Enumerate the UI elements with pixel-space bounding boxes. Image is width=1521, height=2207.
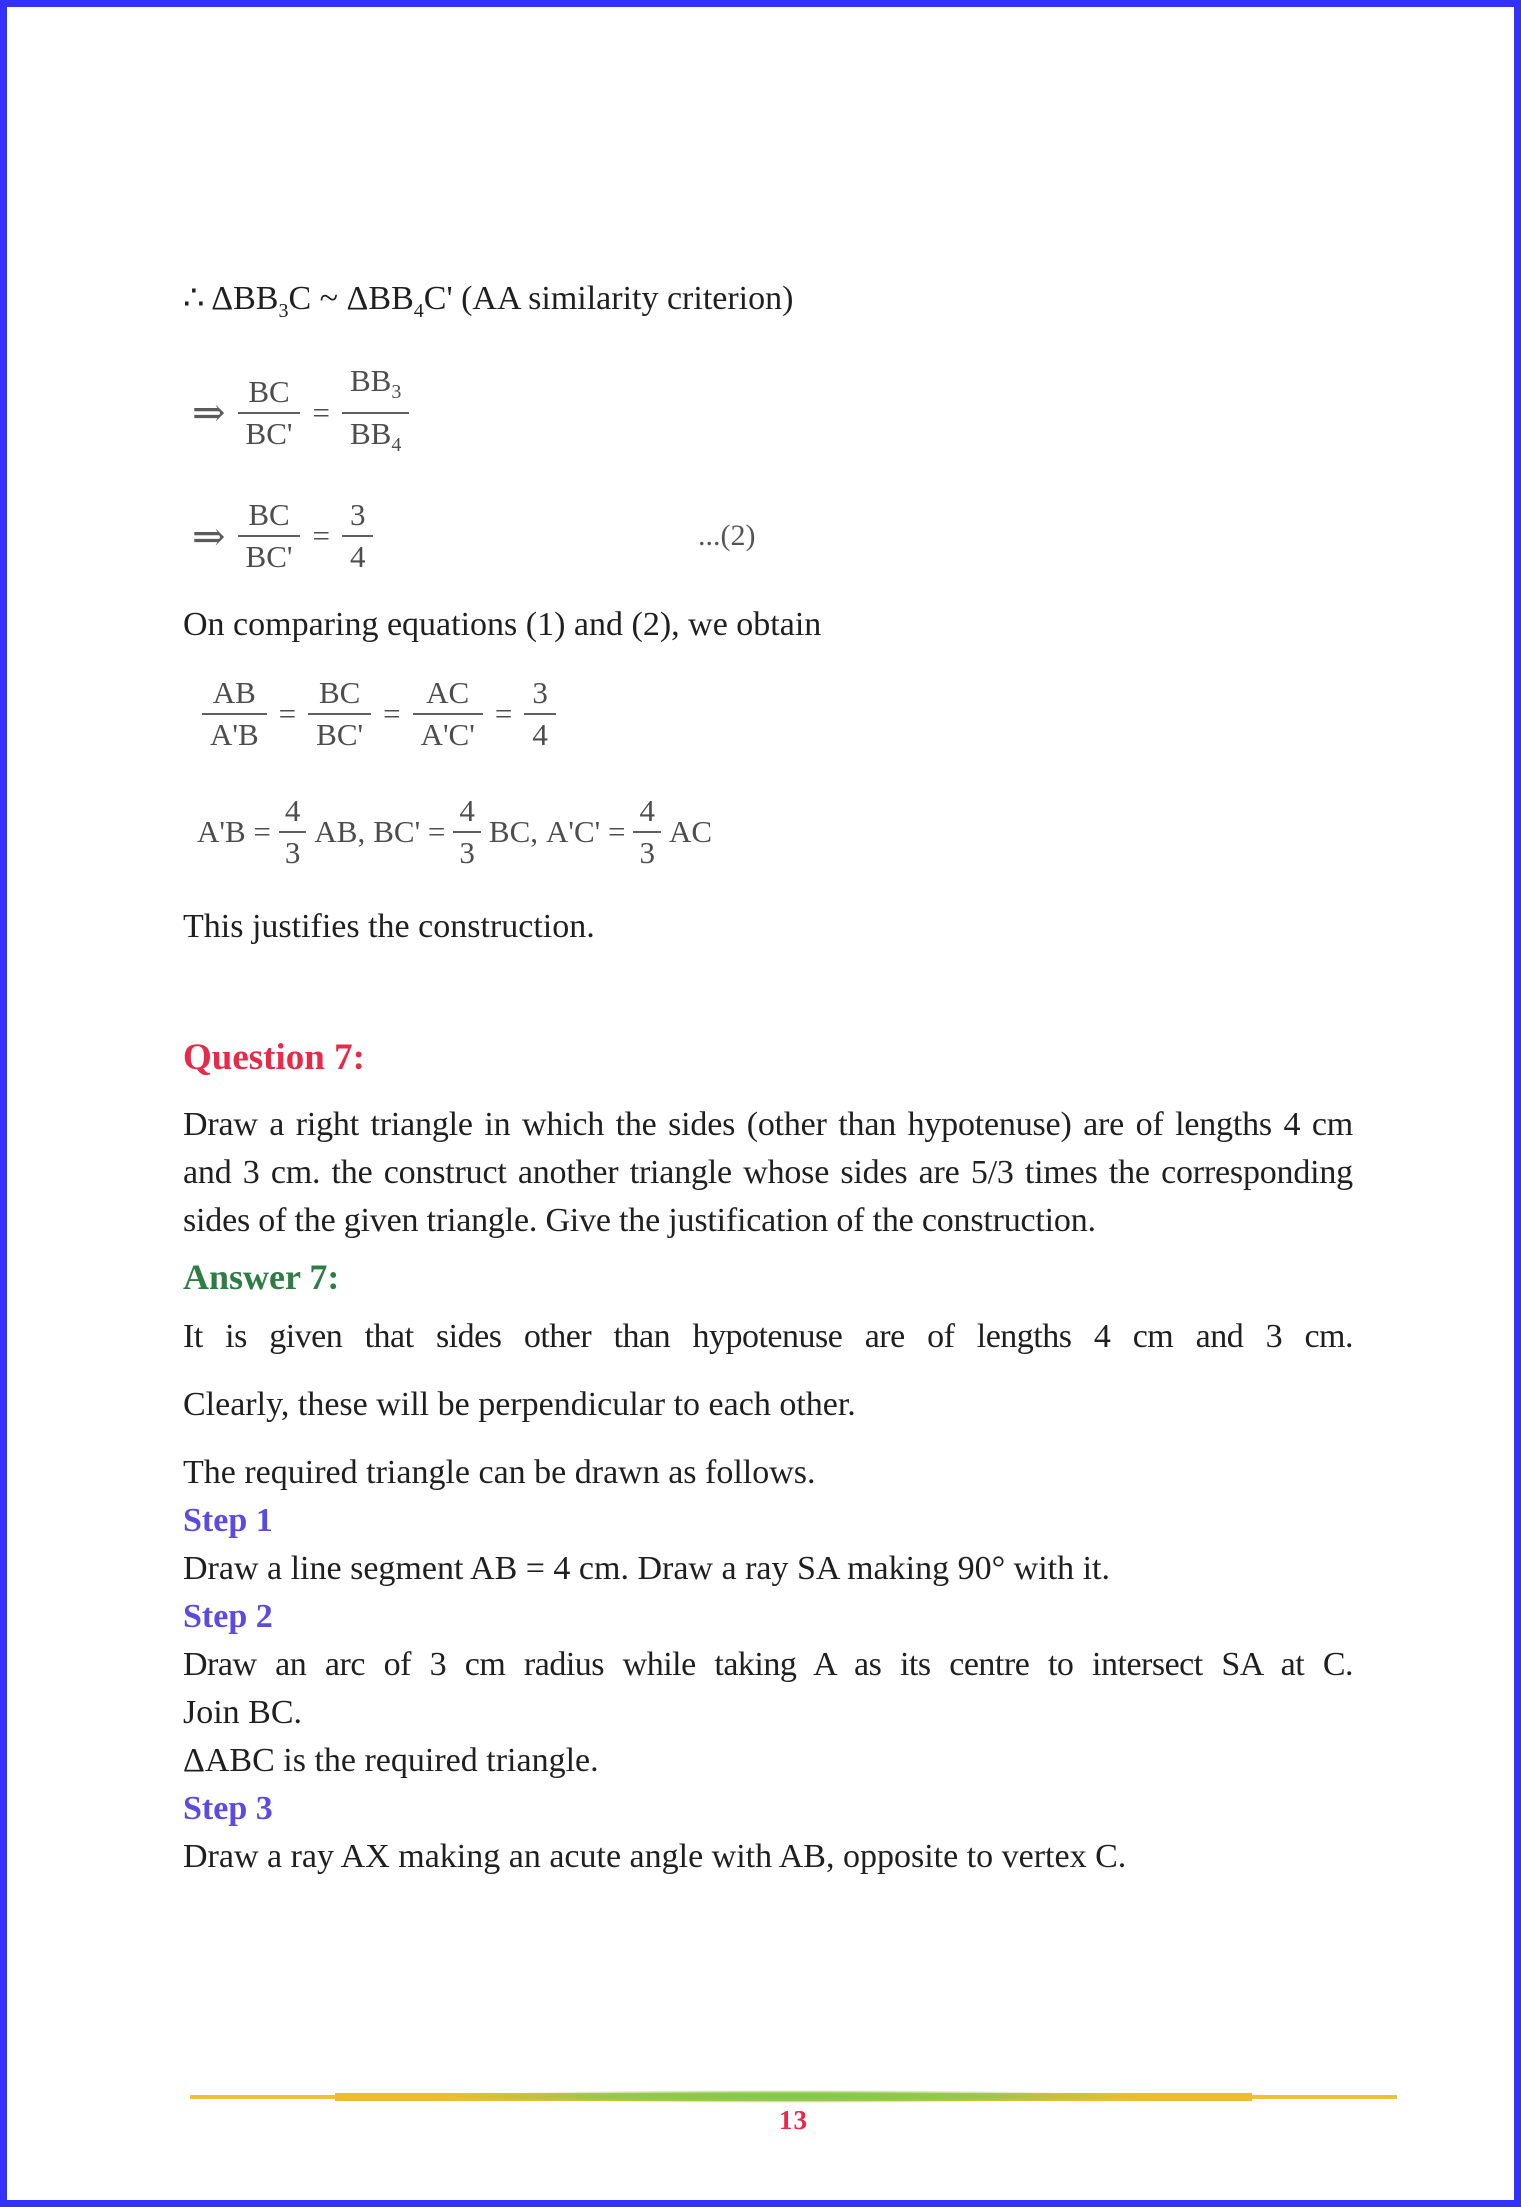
fraction-denominator: 4 [524,713,556,755]
term-apcp-equals: A'C' = [546,814,626,850]
fraction-numerator: BC [248,497,290,533]
formula-scaled-sides [197,791,1353,873]
fraction-numerator: 3 [349,497,366,533]
fraction-numerator: AB [212,675,256,711]
comparing-equations-line: On comparing equations (1) and (2), we obtain [183,606,822,644]
footer-divider-gradient [190,2090,1397,2103]
question-heading: Question 7: [183,1037,365,1079]
fraction-4-3 [279,791,307,873]
fraction-ac [413,673,483,755]
term-ac: AC [668,814,713,850]
term-bcprime-equals: BC' = [373,814,446,850]
equals-sign: = [312,394,330,430]
question-body: Draw a right triangle in which the sides (other than hypotenuse) are of lengths 4 cm and 3 cm. the construct another triangle whose sides are 5/3 times the corresponding sides of the given triangle. Give the justification of the construction. [183,1106,1353,1240]
term-apb-equals: A'B = [197,814,271,850]
fraction-bc [308,673,371,755]
answer-paragraph-2: Clearly, these will be perpendicular to each other. [183,1386,856,1424]
bb-subscript: 3 [391,380,402,403]
fraction-numerator [342,361,409,412]
fraction-denominator: BC' [238,412,301,454]
equals-sign: = [312,518,330,554]
fraction-denominator: 3 [453,831,481,873]
fraction-3-4 [524,673,556,755]
step-1-text: Draw a line segment AB = 4 cm. Draw a ray SA making 90° with it. [183,1550,1110,1588]
fraction-numerator: 4 [639,793,655,829]
step-2-text: Draw an arc of 3 cm radius while taking A as its centre to intersect SA at C. [183,1646,1353,1684]
answer-paragraph-1: It is given that sides other than hypotenuse are of lengths 4 cm and 3 cm. [183,1318,1353,1356]
fraction-numerator: 3 [532,675,548,711]
fraction-3-4 [342,495,374,577]
fraction-numerator: 4 [459,793,475,829]
equals-sign: = [494,696,513,732]
bb-base: BB [349,362,392,398]
equals-sign: = [383,696,401,732]
term-ab: AB, [314,814,366,850]
equals-sign: = [278,696,297,732]
answer-paragraph-3: The required triangle can be drawn as follows. [183,1454,816,1492]
conclusion-mid: C ~ ΔBB [288,280,414,317]
fraction-denominator: A'B [202,713,267,755]
bb-subscript: 4 [391,434,402,457]
conclusion-sub2: 4 [413,299,424,322]
equation-number-tag: ...(2) [698,519,756,553]
triangle-note: ΔABC is the required triangle. [183,1742,599,1780]
step-1-label: Step 1 [183,1502,273,1540]
step-3-text: Draw a ray AX making an acute angle with AB, opposite to vertex C. [183,1838,1127,1876]
page-number-container [190,2105,1397,2136]
step-3-label: Step 3 [183,1790,273,1828]
fraction-denominator [342,412,409,465]
fraction-bb3-bb4 [342,361,409,465]
fraction-ab [202,673,267,755]
fraction-numerator: BC [318,675,361,711]
fraction-bc-bcprime [238,372,301,454]
fraction-denominator: A'C' [413,713,483,755]
answer-heading: Answer 7: [183,1257,340,1298]
similarity-conclusion-line [183,275,1353,335]
fraction-4-3 [453,791,481,873]
fraction-denominator: 3 [279,831,307,873]
step-2-continuation: Join BC. [183,1694,303,1732]
implies-arrow-icon: ⇒ [192,513,226,559]
implies-arrow-icon: ⇒ [192,390,226,436]
page-content [183,275,1353,1881]
conclusion-pre: ∴ ΔBB [183,280,279,317]
fraction-denominator: 4 [342,535,374,577]
conclusion-post: C' (AA similarity criterion) [423,280,794,317]
fraction-numerator: AC [426,675,470,711]
fraction-denominator: 3 [633,831,661,873]
bb-base: BB [349,415,392,451]
step-2-label: Step 2 [183,1598,273,1636]
justification-line: This justifies the construction. [183,908,595,946]
page-number: 13 [779,2105,808,2135]
formula-three-ratios [202,673,1353,755]
fraction-4-3 [633,791,661,873]
conclusion-sub1: 3 [278,299,289,322]
fraction-denominator: BC' [238,535,301,577]
fraction-numerator: BC [248,373,290,409]
formula-bc-ratio-34 [192,495,1353,577]
fraction-denominator: BC' [308,713,371,755]
fraction-bc-bcprime [238,495,301,577]
term-bc: BC, [488,814,538,850]
fraction-numerator: 4 [284,793,301,829]
formula-bc-ratio-bb [192,361,1353,465]
